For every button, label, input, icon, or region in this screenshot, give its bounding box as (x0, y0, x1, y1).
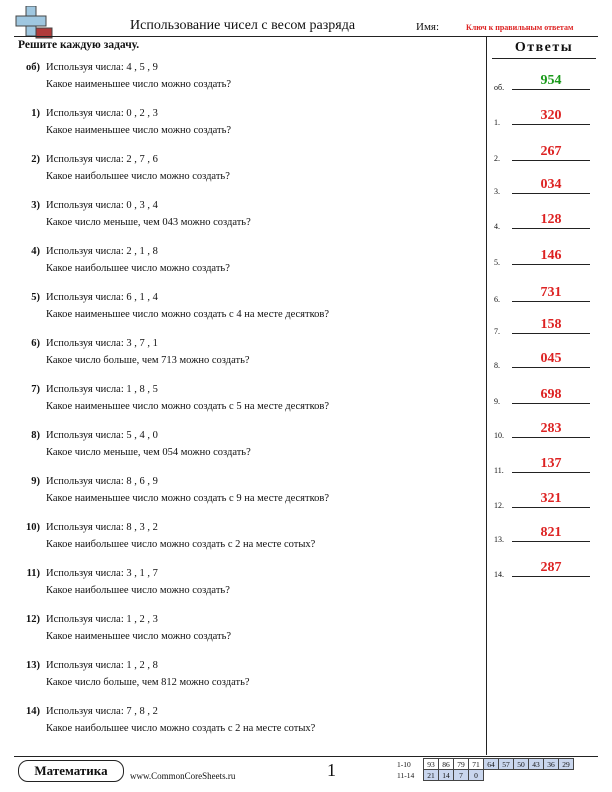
score-cell: 71 (469, 759, 484, 770)
score-cell: 14 (439, 770, 454, 781)
answer-number: 1. (494, 118, 500, 127)
answer-number: 4. (494, 222, 500, 231)
answer-line (512, 367, 590, 368)
answer-value: 137 (540, 456, 562, 471)
score-cell: 50 (514, 759, 529, 770)
answer-value: 698 (540, 387, 562, 402)
answer-line (512, 301, 590, 302)
problem-number: 10) (26, 522, 40, 533)
score-cell: 36 (544, 759, 559, 770)
score-cell: 57 (499, 759, 514, 770)
problem-digits: Используя числа: 2 , 1 , 8 (46, 246, 158, 257)
answer-line (512, 228, 590, 229)
problem-question: Какое число больше, чем 812 можно создать? (46, 677, 250, 688)
answer-line (512, 472, 590, 473)
problem-question: Какое наименьшее число можно создать? (46, 125, 232, 136)
problem-digits: Используя числа: 7 , 8 , 2 (46, 706, 158, 717)
problem-question: Какое наименьшее число можно создать? (46, 631, 232, 642)
problem-digits: Используя числа: 1 , 2 , 3 (46, 614, 158, 625)
score-row-label: 11-14 (397, 770, 415, 780)
answer-value: 287 (540, 560, 562, 575)
problem-item (14, 660, 474, 700)
answer-number: 9. (494, 397, 500, 406)
answer-number: 3. (494, 187, 500, 196)
worksheet-title: Использование чисел с весом разряда (130, 18, 356, 33)
score-cell: 86 (439, 759, 454, 770)
answer-value: 321 (540, 491, 562, 506)
answer-value: 146 (540, 248, 562, 263)
answer-value: 128 (540, 212, 562, 227)
problem-digits: Используя числа: 2 , 7 , 6 (46, 154, 158, 165)
answer-item (494, 72, 598, 92)
instructions: Решите каждую задачу. (18, 39, 140, 51)
problem-item (14, 706, 474, 746)
answer-value: 731 (540, 285, 562, 300)
answer-number: 11. (494, 466, 504, 475)
answer-item (494, 455, 598, 475)
problem-number: 5) (31, 292, 40, 303)
answer-value: 267 (540, 144, 562, 159)
problem-question: Какое наибольшее число можно создать с 2 на месте сотых? (46, 539, 316, 550)
problem-item (14, 292, 474, 332)
score-cell: 0 (469, 770, 484, 781)
answer-line (512, 437, 590, 438)
problem-number: 13) (26, 660, 40, 671)
problem-number: 6) (31, 338, 40, 349)
answer-item (494, 211, 598, 231)
answer-value: 034 (540, 177, 562, 192)
answer-number: 12. (494, 501, 504, 510)
answer-line (512, 576, 590, 577)
header-divider (14, 36, 598, 37)
score-cell: 79 (454, 759, 469, 770)
problem-digits: Используя числа: 1 , 8 , 5 (46, 384, 158, 395)
answer-item (494, 420, 598, 440)
answer-item (494, 350, 598, 370)
score-row (397, 759, 574, 770)
score-cell: 29 (559, 759, 574, 770)
problem-item (14, 154, 474, 194)
problem-item (14, 108, 474, 148)
problem-digits: Используя числа: 8 , 3 , 2 (46, 522, 158, 533)
column-divider (486, 37, 487, 755)
problem-item (14, 522, 474, 562)
problem-number: 11) (26, 568, 40, 579)
answer-line (512, 89, 590, 90)
answer-item (494, 316, 598, 336)
problem-digits: Используя числа: 5 , 4 , 0 (46, 430, 158, 441)
problem-item (14, 614, 474, 654)
problem-question: Какое наименьшее число можно создать с 9 на месте десятков? (46, 493, 330, 504)
problem-item (14, 384, 474, 424)
answer-value: 954 (540, 73, 562, 88)
problem-item (14, 338, 474, 378)
answer-number: 2. (494, 154, 500, 163)
problem-digits: Используя числа: 3 , 1 , 7 (46, 568, 158, 579)
answer-line (512, 160, 590, 161)
problem-number: 8) (31, 430, 40, 441)
problem-digits: Используя числа: 4 , 5 , 9 (46, 62, 158, 73)
answer-number: 7. (494, 327, 500, 336)
answer-value: 045 (540, 351, 562, 366)
answer-line (512, 193, 590, 194)
name-label: Имя: (416, 21, 440, 33)
answer-value: 821 (540, 525, 562, 540)
problem-item (14, 568, 474, 608)
problem-digits: Используя числа: 0 , 2 , 3 (46, 108, 158, 119)
score-cell: 43 (529, 759, 544, 770)
score-cell: 7 (454, 770, 469, 781)
problem-digits: Используя числа: 0 , 3 , 4 (46, 200, 158, 211)
answer-item (494, 143, 598, 163)
problem-question: Какое наименьшее число можно создать с 4 на месте десятков? (46, 309, 330, 320)
problem-number: 1) (31, 108, 40, 119)
answers-heading-underline (492, 58, 596, 59)
problem-question: Какое число больше, чем 713 можно создать? (46, 355, 250, 366)
problem-question: Какое число меньше, чем 054 можно создать? (46, 447, 251, 458)
answer-key-label: Ключ к правильным ответам (466, 23, 574, 32)
answer-number: 14. (494, 570, 504, 579)
score-cell: 93 (424, 759, 439, 770)
problem-number: 2) (31, 154, 40, 165)
answer-value: 320 (540, 108, 562, 123)
plus-logo-icon (14, 6, 54, 40)
answer-number: 6. (494, 295, 500, 304)
answer-item (494, 107, 598, 127)
answer-item (494, 247, 598, 267)
answer-value: 158 (540, 317, 562, 332)
problem-question: Какое наименьшее число можно создать с 5 на месте десятков? (46, 401, 330, 412)
answer-number: 13. (494, 535, 504, 544)
answer-number: 8. (494, 361, 500, 370)
problem-digits: Используя числа: 3 , 7 , 1 (46, 338, 158, 349)
problem-item (14, 476, 474, 516)
problem-question: Какое наибольшее число можно создать? (46, 171, 230, 182)
problem-digits: Используя числа: 6 , 1 , 4 (46, 292, 158, 303)
problem-item (14, 62, 474, 102)
problem-item (14, 246, 474, 286)
answer-item (494, 559, 598, 579)
problem-question: Какое наименьшее число можно создать? (46, 79, 232, 90)
score-row-label: 1-10 (397, 759, 411, 769)
answers-heading: Ответы (514, 40, 574, 55)
problem-digits: Используя числа: 8 , 6 , 9 (46, 476, 158, 487)
brand-badge: Математика (18, 760, 124, 782)
footer-divider (14, 756, 598, 757)
answer-number: об. (494, 83, 505, 92)
score-table (397, 758, 574, 781)
answer-line (512, 541, 590, 542)
answer-line (512, 124, 590, 125)
answer-line (512, 507, 590, 508)
site-url: www.CommonCoreSheets.ru (130, 771, 236, 781)
problem-item (14, 430, 474, 470)
problem-number: об) (26, 62, 40, 73)
answer-item (494, 490, 598, 510)
answer-line (512, 264, 590, 265)
answer-item (494, 524, 598, 544)
answer-number: 5. (494, 258, 500, 267)
answer-line (512, 333, 590, 334)
answer-number: 10. (494, 431, 504, 440)
score-row (397, 770, 574, 781)
problem-item (14, 200, 474, 240)
problem-question: Какое наибольшее число можно создать? (46, 263, 230, 274)
problem-number: 7) (31, 384, 40, 395)
problem-question: Какое наибольшее число можно создать? (46, 585, 230, 596)
answer-item (494, 386, 598, 406)
problem-digits: Используя числа: 1 , 2 , 8 (46, 660, 158, 671)
problem-question: Какое наибольшее число можно создать с 2 на месте сотых? (46, 723, 316, 734)
score-cell: 21 (424, 770, 439, 781)
problem-number: 9) (31, 476, 40, 487)
answer-value: 283 (540, 421, 562, 436)
answer-item (494, 176, 598, 196)
problem-number: 12) (26, 614, 40, 625)
problem-number: 3) (31, 200, 40, 211)
answer-line (512, 403, 590, 404)
score-cell: 64 (484, 759, 499, 770)
page-number: 1 (327, 760, 336, 780)
problem-question: Какое число меньше, чем 043 можно создать? (46, 217, 251, 228)
problem-number: 4) (31, 246, 40, 257)
problem-number: 14) (26, 706, 40, 717)
answer-item (494, 284, 598, 304)
